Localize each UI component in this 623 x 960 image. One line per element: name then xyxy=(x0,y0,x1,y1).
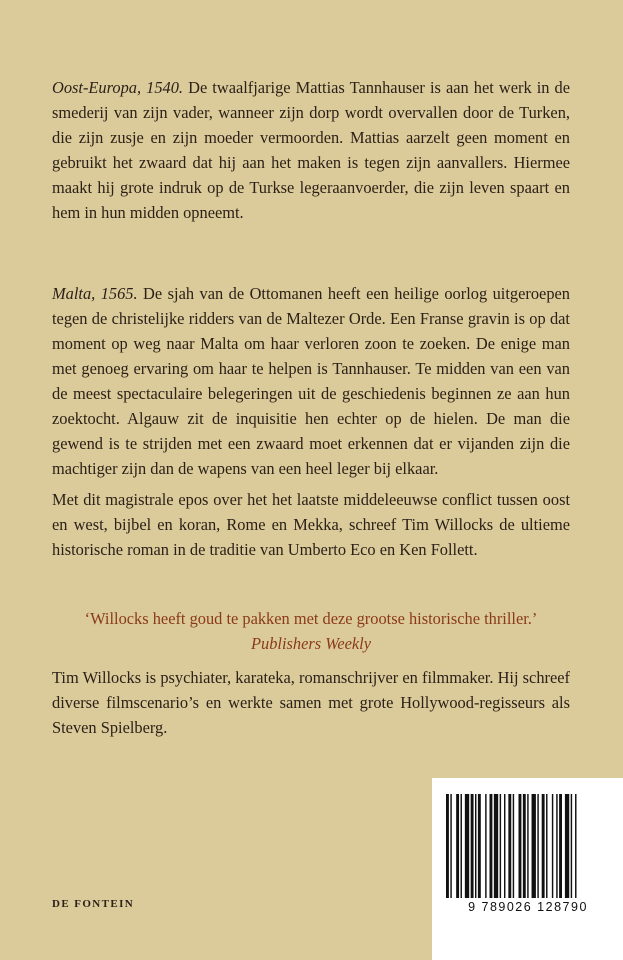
barcode-bars xyxy=(446,794,610,898)
barcode-bar xyxy=(532,794,536,898)
barcode-bar xyxy=(565,794,569,898)
barcode-bar xyxy=(537,794,538,898)
barcode-bar xyxy=(461,794,462,898)
pitch-paragraph: Met dit magistrale epos over het het laatste middeleeuwse conflict tussen oost en west, bijbel en koran, Rome en Mekka, schreef Tim Willocks de ultieme historische roman in de traditie van Umberto Eco en Ken Follett. xyxy=(52,490,570,559)
setting-label-2: Malta, 1565. xyxy=(52,284,138,303)
synopsis-paragraph-1 xyxy=(52,75,570,225)
barcode-bar xyxy=(556,794,557,898)
synopsis-text-1: De twaalfjarige Mattias Tannhauser is aan het werk in de smederij van zijn vader, wanneer zijn dorp wordt overvallen door de Turken, die zijn zusje en zijn moeder vermoorden. Mattias aarzelt geen moment en gebruikt het zwaard dat hij aan het maken is tegen zijn aanvallers. Hiermee maakt hij grote indruk op de Turkse legeraanvoerder, die zijn leven spaart en hem in hun midden opneemt. xyxy=(52,78,571,222)
setting-label-1: Oost-Europa, 1540. xyxy=(52,78,184,97)
barcode-bar xyxy=(485,794,486,898)
barcode-bar xyxy=(508,794,511,898)
review-quote-text: ‘Willocks heeft goud te pakken met deze grootse historische thriller.’ xyxy=(84,609,538,628)
synopsis-text-2: De sjah van de Ottomanen heeft een heilige oorlog uitgeroepen tegen de christelijke ridders van de Maltezer Orde. Een Franse gravin is op dat moment op weg naar Malta om haar verloren zoon te zoeken. De enige man met genoeg ervaring om haar te helpen is Tannhauser. Te midden van een van de meest spectaculaire belegeringen uit de geschiedenis beginnen ze aan hun zoektocht. Algauw zit de inquisitie hen echter op de hielen. De man die gewend is te strijden met een zwaard moet erkennen dat er vijanden zijn die machtiger zijn dan de wapens van een heel leger bij elkaar. xyxy=(52,284,570,478)
barcode-bar xyxy=(513,794,514,898)
barcode-bar xyxy=(490,794,493,898)
barcode-number: 9 789026 128790 xyxy=(468,900,588,914)
review-quote xyxy=(52,606,570,656)
barcode-bar xyxy=(465,794,469,898)
barcode-bar xyxy=(519,794,522,898)
barcode-bar xyxy=(523,794,526,898)
barcode-bar xyxy=(552,794,553,898)
barcode-bar xyxy=(571,794,572,898)
barcode-bar xyxy=(446,794,449,898)
publisher-name: DE FONTEIN xyxy=(52,898,135,910)
barcode-bar xyxy=(450,794,451,898)
review-quote-source: Publishers Weekly xyxy=(250,634,372,653)
barcode-bar xyxy=(471,794,474,898)
barcode-bar xyxy=(475,794,476,898)
barcode-bar xyxy=(527,794,528,898)
barcode-bar xyxy=(500,794,501,898)
barcode-bar xyxy=(504,794,505,898)
barcode-bar xyxy=(542,794,545,898)
barcode-bar xyxy=(456,794,459,898)
barcode-bar xyxy=(559,794,562,898)
synopsis-paragraph-2 xyxy=(52,281,570,481)
barcode-bar xyxy=(478,794,481,898)
author-bio-paragraph: Tim Willocks is psychiater, karateka, romanschrijver en filmmaker. Hij schreef diverse filmscenario’s en werkte samen met grote Hollywood-regisseurs als Steven Spielberg. xyxy=(52,668,570,737)
barcode-panel xyxy=(432,778,623,960)
barcode-bar xyxy=(494,794,498,898)
barcode-bar xyxy=(546,794,547,898)
barcode-bar xyxy=(575,794,576,898)
